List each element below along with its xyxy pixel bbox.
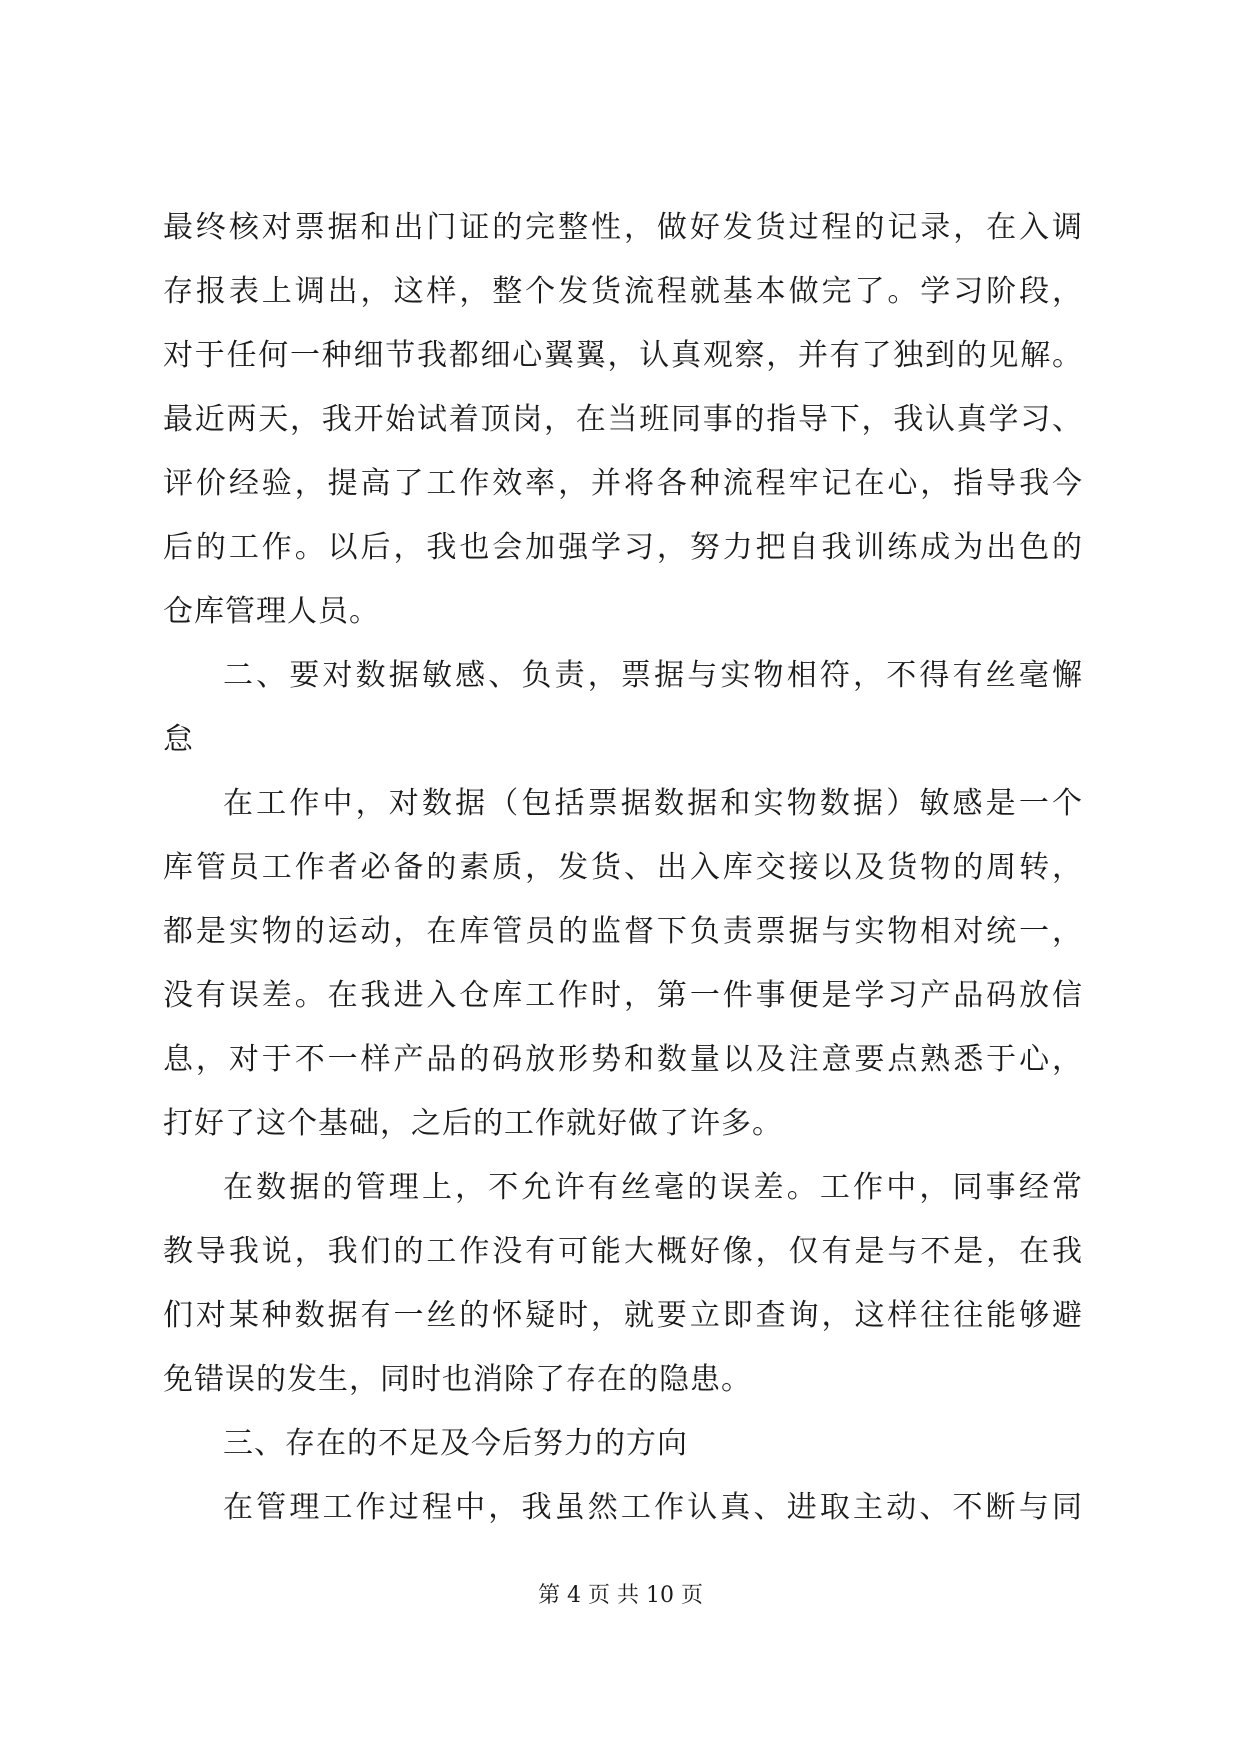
text-line: 没有误差。在我进入仓库工作时，第一件事便是学习产品码放信 <box>163 978 1083 1013</box>
text-line: 对于任何一种细节我都细心翼翼，认真观察，并有了独到的见解。 <box>163 338 1083 373</box>
text-line: 怠 <box>163 722 194 757</box>
text-line: 在工作中，对数据（包括票据数据和实物数据）敏感是一个 <box>223 786 1083 821</box>
page-number-label: 第 4 页 共 10 页 <box>538 1583 703 1608</box>
page-footer <box>0 1581 1241 1611</box>
text-line: 最终核对票据和出门证的完整性，做好发货过程的记录，在入调 <box>163 210 1083 245</box>
text-line: 评价经验，提高了工作效率，并将各种流程牢记在心，指导我今 <box>163 466 1083 501</box>
text-line: 三、存在的不足及今后努力的方向 <box>223 1426 688 1461</box>
text-line: 免错误的发生，同时也消除了存在的隐患。 <box>163 1362 752 1397</box>
text-line: 库管员工作者必备的素质，发货、出入库交接以及货物的周转， <box>163 850 1083 885</box>
document-body <box>163 196 1083 1540</box>
text-line: 们对某种数据有一丝的怀疑时，就要立即查询，这样往往能够避 <box>163 1298 1083 1333</box>
text-line: 后的工作。以后，我也会加强学习，努力把自我训练成为出色的 <box>163 530 1083 565</box>
text-line: 仓库管理人员。 <box>163 594 380 629</box>
text-line: 二、要对数据敏感、负责，票据与实物相符，不得有丝毫懈 <box>223 658 1083 693</box>
text-line: 在数据的管理上，不允许有丝毫的误差。工作中，同事经常 <box>223 1170 1083 1205</box>
text-line: 存报表上调出，这样，整个发货流程就基本做完了。学习阶段， <box>163 274 1083 309</box>
text-line: 教导我说，我们的工作没有可能大概好像，仅有是与不是，在我 <box>163 1234 1083 1269</box>
text-line: 打好了这个基础，之后的工作就好做了许多。 <box>163 1106 783 1141</box>
text-line: 最近两天，我开始试着顶岗，在当班同事的指导下，我认真学习、 <box>163 402 1083 437</box>
text-line: 在管理工作过程中，我虽然工作认真、进取主动、不断与同 <box>223 1490 1083 1525</box>
text-line: 都是实物的运动，在库管员的监督下负责票据与实物相对统一， <box>163 914 1083 949</box>
text-line: 息，对于不一样产品的码放形势和数量以及注意要点熟悉于心， <box>163 1042 1083 1077</box>
